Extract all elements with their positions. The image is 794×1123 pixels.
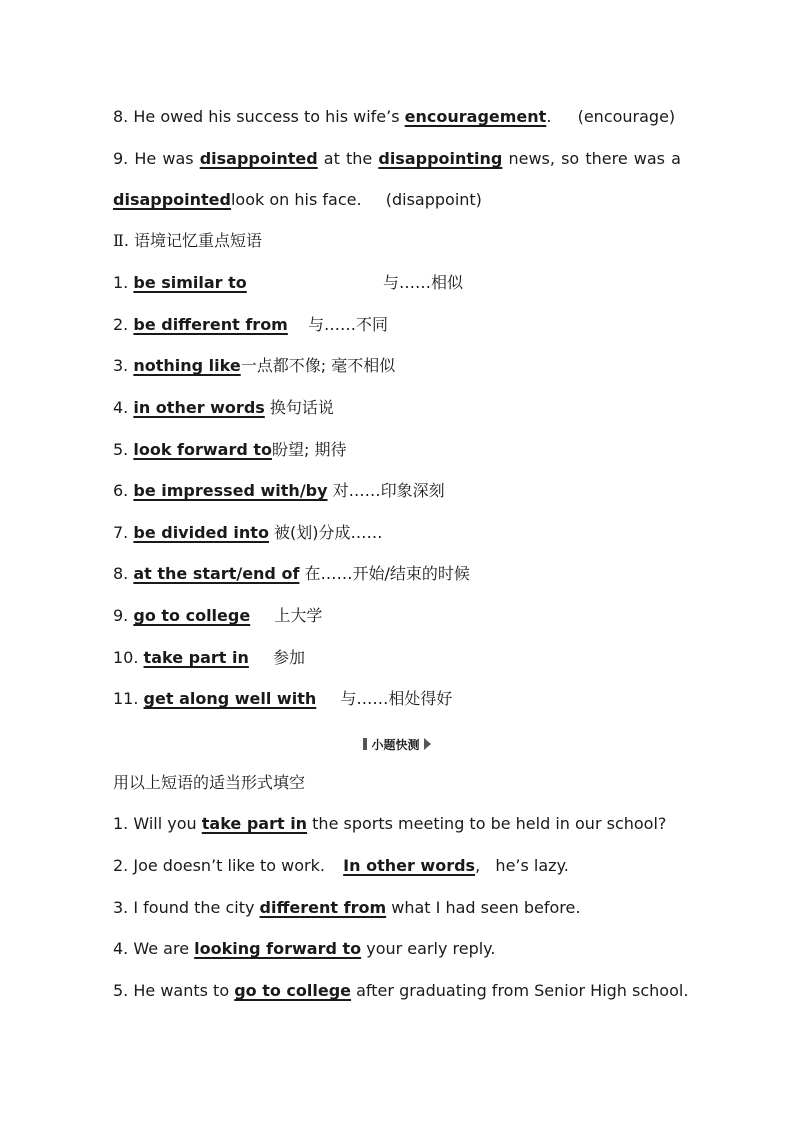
phrase-text: nothing like [133,356,241,375]
phrase-item [113,605,681,627]
sentence-text: We are [133,939,190,958]
answer-text: disappointed [113,190,231,209]
item-number: 5. [113,440,129,459]
phrase-meaning: 与……不同 [308,315,389,334]
word-hint: (encourage) [577,107,676,126]
sentence-text: He wants to [133,981,230,1000]
item-number: 5. [113,981,129,1000]
arrow-right-icon [424,738,431,750]
phrase-text: be similar to [133,273,247,292]
phrase-item [113,439,681,461]
bar-icon [363,738,367,750]
phrase-text: go to college [133,606,251,625]
item-number: 8. [113,107,129,126]
item-number: 4. [113,398,129,417]
phrase-meaning: 一点都不像; 毫不相似 [240,356,396,375]
phrase-item [113,688,681,710]
phrase-text: be impressed with/by [133,481,328,500]
phrase-item [113,563,681,585]
sentence-word: news, [508,149,555,168]
sentence-word: a [671,149,681,168]
phrase-item [113,480,681,502]
phrase-item [113,272,681,294]
sentence-word: so [561,149,580,168]
phrase-item [113,397,681,419]
item-number: 1. [113,273,129,292]
phrase-text: at the start/end of [133,564,300,583]
sentence-text: the sports meeting to be held in our school? [312,814,667,833]
quiz-instruction: 用以上短语的适当形式填空 [113,773,306,792]
phrase-meaning: 被(划)分成…… [274,523,383,542]
phrase-text: take part in [143,648,249,667]
answer-text: disappointed [199,149,318,168]
sentence-word: He [134,149,157,168]
answer-text: disappointing [378,149,503,168]
answer-text: go to college [234,981,352,1000]
quiz-item [113,897,681,919]
sentence-text: Will you [133,814,197,833]
phrase-text: be divided into [133,523,269,542]
item-number: 3. [113,898,129,917]
item-number: 1. [113,814,129,833]
phrase-meaning: 与……相似 [382,273,463,292]
item-number: 6. [113,481,129,500]
sentence-word: the [345,149,373,168]
phrase-text: get along well with [143,689,317,708]
phrase-item [113,522,681,544]
section-heading: Ⅱ. 语境记忆重点短语 [113,231,263,250]
item-number: 2. [113,856,129,875]
phrase-text: look forward to [133,440,273,459]
sentence-word: was [633,149,665,168]
sentence-word: was [162,149,194,168]
phrase-meaning: 对……印象深刻 [332,481,445,500]
phrase-meaning: 盼望; 期待 [272,440,347,459]
answer-text: In other words [343,856,476,875]
item-number: 4. [113,939,129,958]
item-number: 11. [113,689,139,708]
answer-text: take part in [201,814,308,833]
phrase-meaning: 在……开始/结束的时候 [304,564,470,583]
phrase-text: in other words [133,398,265,417]
phrase-meaning: 与……相处得好 [340,689,453,708]
quiz-item [113,938,681,960]
exercise-item-8 [113,106,681,128]
quiz-item [113,813,681,835]
sentence-text: He owed his success to his wife’s [133,107,400,126]
sentence-word: there [585,149,628,168]
phrase-text: be different from [133,315,288,334]
sentence-text: I found the city [133,898,255,917]
word-hint: (disappoint) [385,190,482,209]
phrase-meaning: 参加 [273,648,306,667]
item-number: 2. [113,315,129,334]
answer-text: encouragement [404,107,547,126]
sentence-text: , he’s lazy. [475,856,569,875]
phrase-item [113,647,681,669]
badge-label: 小题快测 [371,737,420,752]
quiz-badge [352,735,442,753]
phrase-meaning: 上大学 [274,606,323,625]
phrase-item [113,355,681,377]
item-number: 7. [113,523,129,542]
sentence-text: . [546,107,552,126]
item-number: 8. [113,564,129,583]
sentence-word: at [323,149,340,168]
sentence-text: after graduating from Senior High school. [356,981,689,1000]
quiz-item [113,980,689,1002]
phrase-meaning: 换句话说 [269,398,334,417]
answer-text: different from [259,898,387,917]
quiz-item [113,855,681,877]
phrase-item [113,314,681,336]
answer-text: looking forward to [194,939,362,958]
item-number: 9. [113,606,129,625]
sentence-text: Joe doesn’t like to work. [133,856,325,875]
item-number: 9. [113,149,129,168]
sentence-text: look on his face. [230,190,362,209]
sentence-text: your early reply. [366,939,496,958]
exercise-item-9-continued [113,189,681,211]
exercise-item-9 [113,148,681,170]
item-number: 3. [113,356,129,375]
item-number: 10. [113,648,139,667]
sentence-text: what I had seen before. [391,898,581,917]
